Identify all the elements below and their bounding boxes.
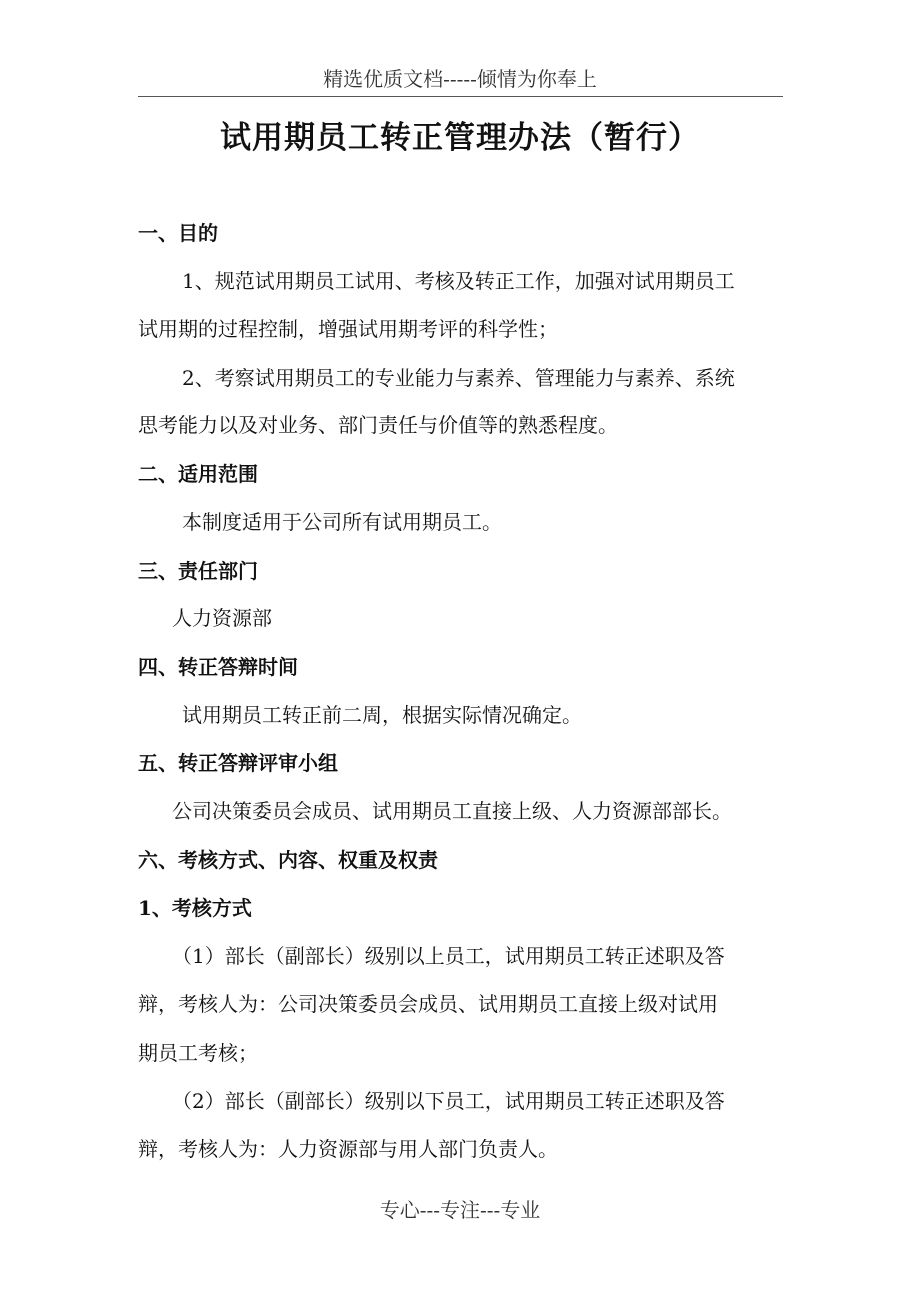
header-divider [138,96,783,97]
paragraph-line: （1）部长（副部长）级别以上员工，试用期员工转正述职及答 [172,944,725,968]
section-heading-assessment: 六、考核方式、内容、权重及权责 [138,848,438,872]
paragraph-line: 公司决策委员会成员、试用期员工直接上级、人力资源部部长。 [172,799,732,823]
section-heading-defense-time: 四、转正答辩时间 [138,655,298,679]
section-heading-purpose: 一、目的 [138,221,218,245]
page-header: 精选优质文档-----倾情为你奉上 [323,67,597,91]
section-heading-scope: 二、适用范围 [138,462,258,486]
paragraph-line: 本制度适用于公司所有试用期员工。 [182,510,502,534]
paragraph-line: 人力资源部 [172,606,272,630]
paragraph-line: 2、考察试用期员工的专业能力与素养、管理能力与素养、系统 [182,366,735,390]
paragraph-line: 试用期员工转正前二周，根据实际情况确定。 [182,703,582,727]
paragraph-line: 1、规范试用期员工试用、考核及转正工作，加强对试用期员工 [182,269,735,293]
paragraph-line: 试用期的过程控制，增强试用期考评的科学性； [138,317,558,341]
section-heading-department: 三、责任部门 [138,559,258,583]
subsection-heading-method: 1、考核方式 [138,896,252,920]
paragraph-line: 思考能力以及对业务、部门责任与价值等的熟悉程度。 [138,413,618,437]
paragraph-line: （2）部长（副部长）级别以下员工，试用期员工转正述职及答 [172,1089,725,1113]
paragraph-line: 辩，考核人为：公司决策委员会成员、试用期员工直接上级对试用 [138,992,718,1016]
section-heading-review-panel: 五、转正答辩评审小组 [138,751,338,775]
document-title: 试用期员工转正管理办法（暂行） [220,120,700,156]
page-footer: 专心---专注---专业 [379,1198,541,1222]
paragraph-line: 辩，考核人为：人力资源部与用人部门负责人。 [138,1137,558,1161]
paragraph-line: 期员工考核； [138,1041,258,1065]
